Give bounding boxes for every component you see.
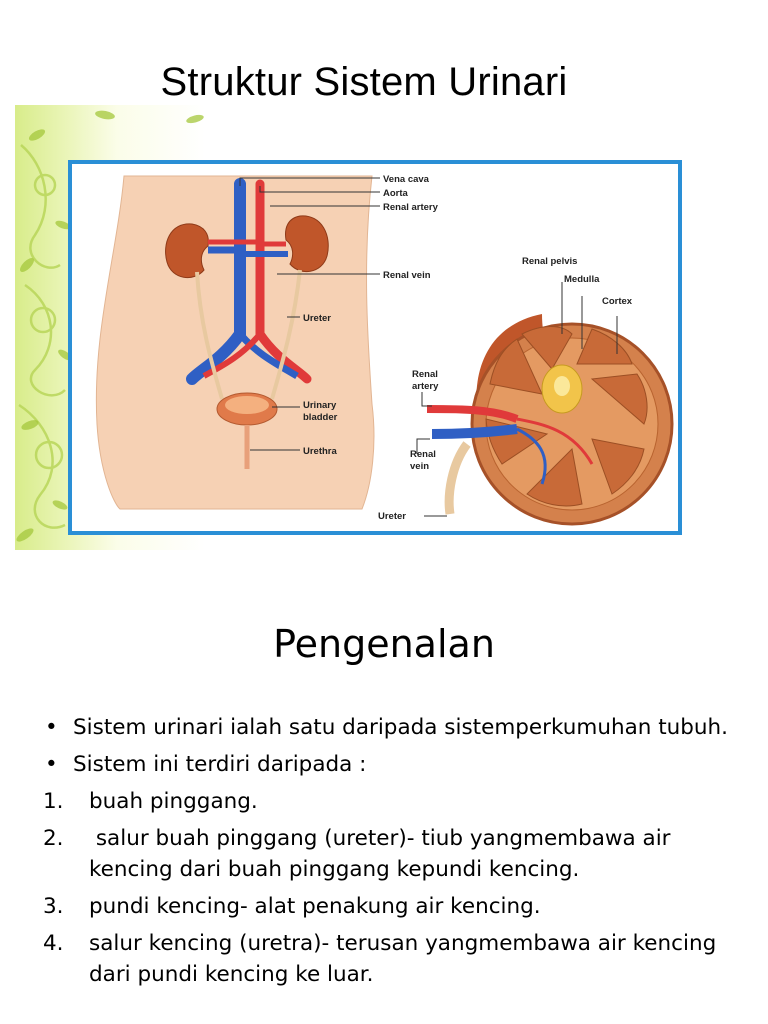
label-renal-vein: Renal vein xyxy=(383,270,431,281)
item-text: salur buah pinggang (ureter)- tiub yangmembawa air kencing dari buah pinggang kepundi kencing. xyxy=(89,826,678,882)
label-renal-artery: Renal artery xyxy=(383,202,438,213)
label-renal-vein-kidney-line1: Renal xyxy=(410,449,436,460)
label-renal-pelvis: Renal pelvis xyxy=(522,256,578,267)
slide-title-pengenalan: Pengenalan xyxy=(273,622,495,666)
item-text: buah pinggang. xyxy=(89,789,258,814)
bullet-text: Sistem ini terdiri daripada : xyxy=(73,752,367,777)
numbered-item xyxy=(43,823,743,885)
item-number: 1. xyxy=(43,789,64,814)
numbered-item xyxy=(43,786,743,817)
kidney-cross-section xyxy=(427,314,672,524)
item-text: pundi kencing- alat penakung air kencing. xyxy=(89,894,541,919)
label-renal-artery-kidney-line1: Renal xyxy=(412,369,438,380)
bullet-item xyxy=(43,712,743,743)
label-ureter-kidney: Ureter xyxy=(378,511,406,522)
item-number: 3. xyxy=(43,894,64,919)
numbered-item xyxy=(43,928,743,990)
urinary-system-figure xyxy=(68,160,682,535)
label-medulla: Medulla xyxy=(564,274,600,285)
label-ureter: Ureter xyxy=(303,313,331,324)
label-urethra: Urethra xyxy=(303,446,337,457)
item-text: salur kencing (uretra)- terusan yangmembawa air kencing dari pundi kencing ke luar. xyxy=(89,931,717,987)
item-number: 2. xyxy=(43,826,64,851)
bladder-inner xyxy=(225,396,269,414)
label-urinary-bladder-line2: bladder xyxy=(303,412,338,423)
bullet-icon: • xyxy=(45,752,58,777)
label-urinary-bladder-line1: Urinary xyxy=(303,400,337,411)
label-aorta: Aorta xyxy=(383,188,408,199)
bullet-text: Sistem urinari ialah satu daripada sistemperkumuhan tubuh. xyxy=(73,715,729,740)
urinary-system-diagram xyxy=(72,164,678,531)
label-cortex: Cortex xyxy=(602,296,633,307)
label-vena-cava: Vena cava xyxy=(383,174,429,185)
item-number: 4. xyxy=(43,931,64,956)
bullet-item xyxy=(43,749,743,780)
label-renal-vein-kidney-line2: vein xyxy=(410,461,430,472)
renal-vein-kidney xyxy=(432,429,517,434)
left-kidney xyxy=(166,224,209,278)
numbered-item xyxy=(43,891,743,922)
slide-title-struktur: Struktur Sistem Urinari xyxy=(160,60,568,104)
ureter-kidney xyxy=(449,444,467,514)
bullet-icon: • xyxy=(45,715,58,740)
slide-content xyxy=(43,712,743,996)
label-renal-artery-kidney-line2: artery xyxy=(412,381,439,392)
